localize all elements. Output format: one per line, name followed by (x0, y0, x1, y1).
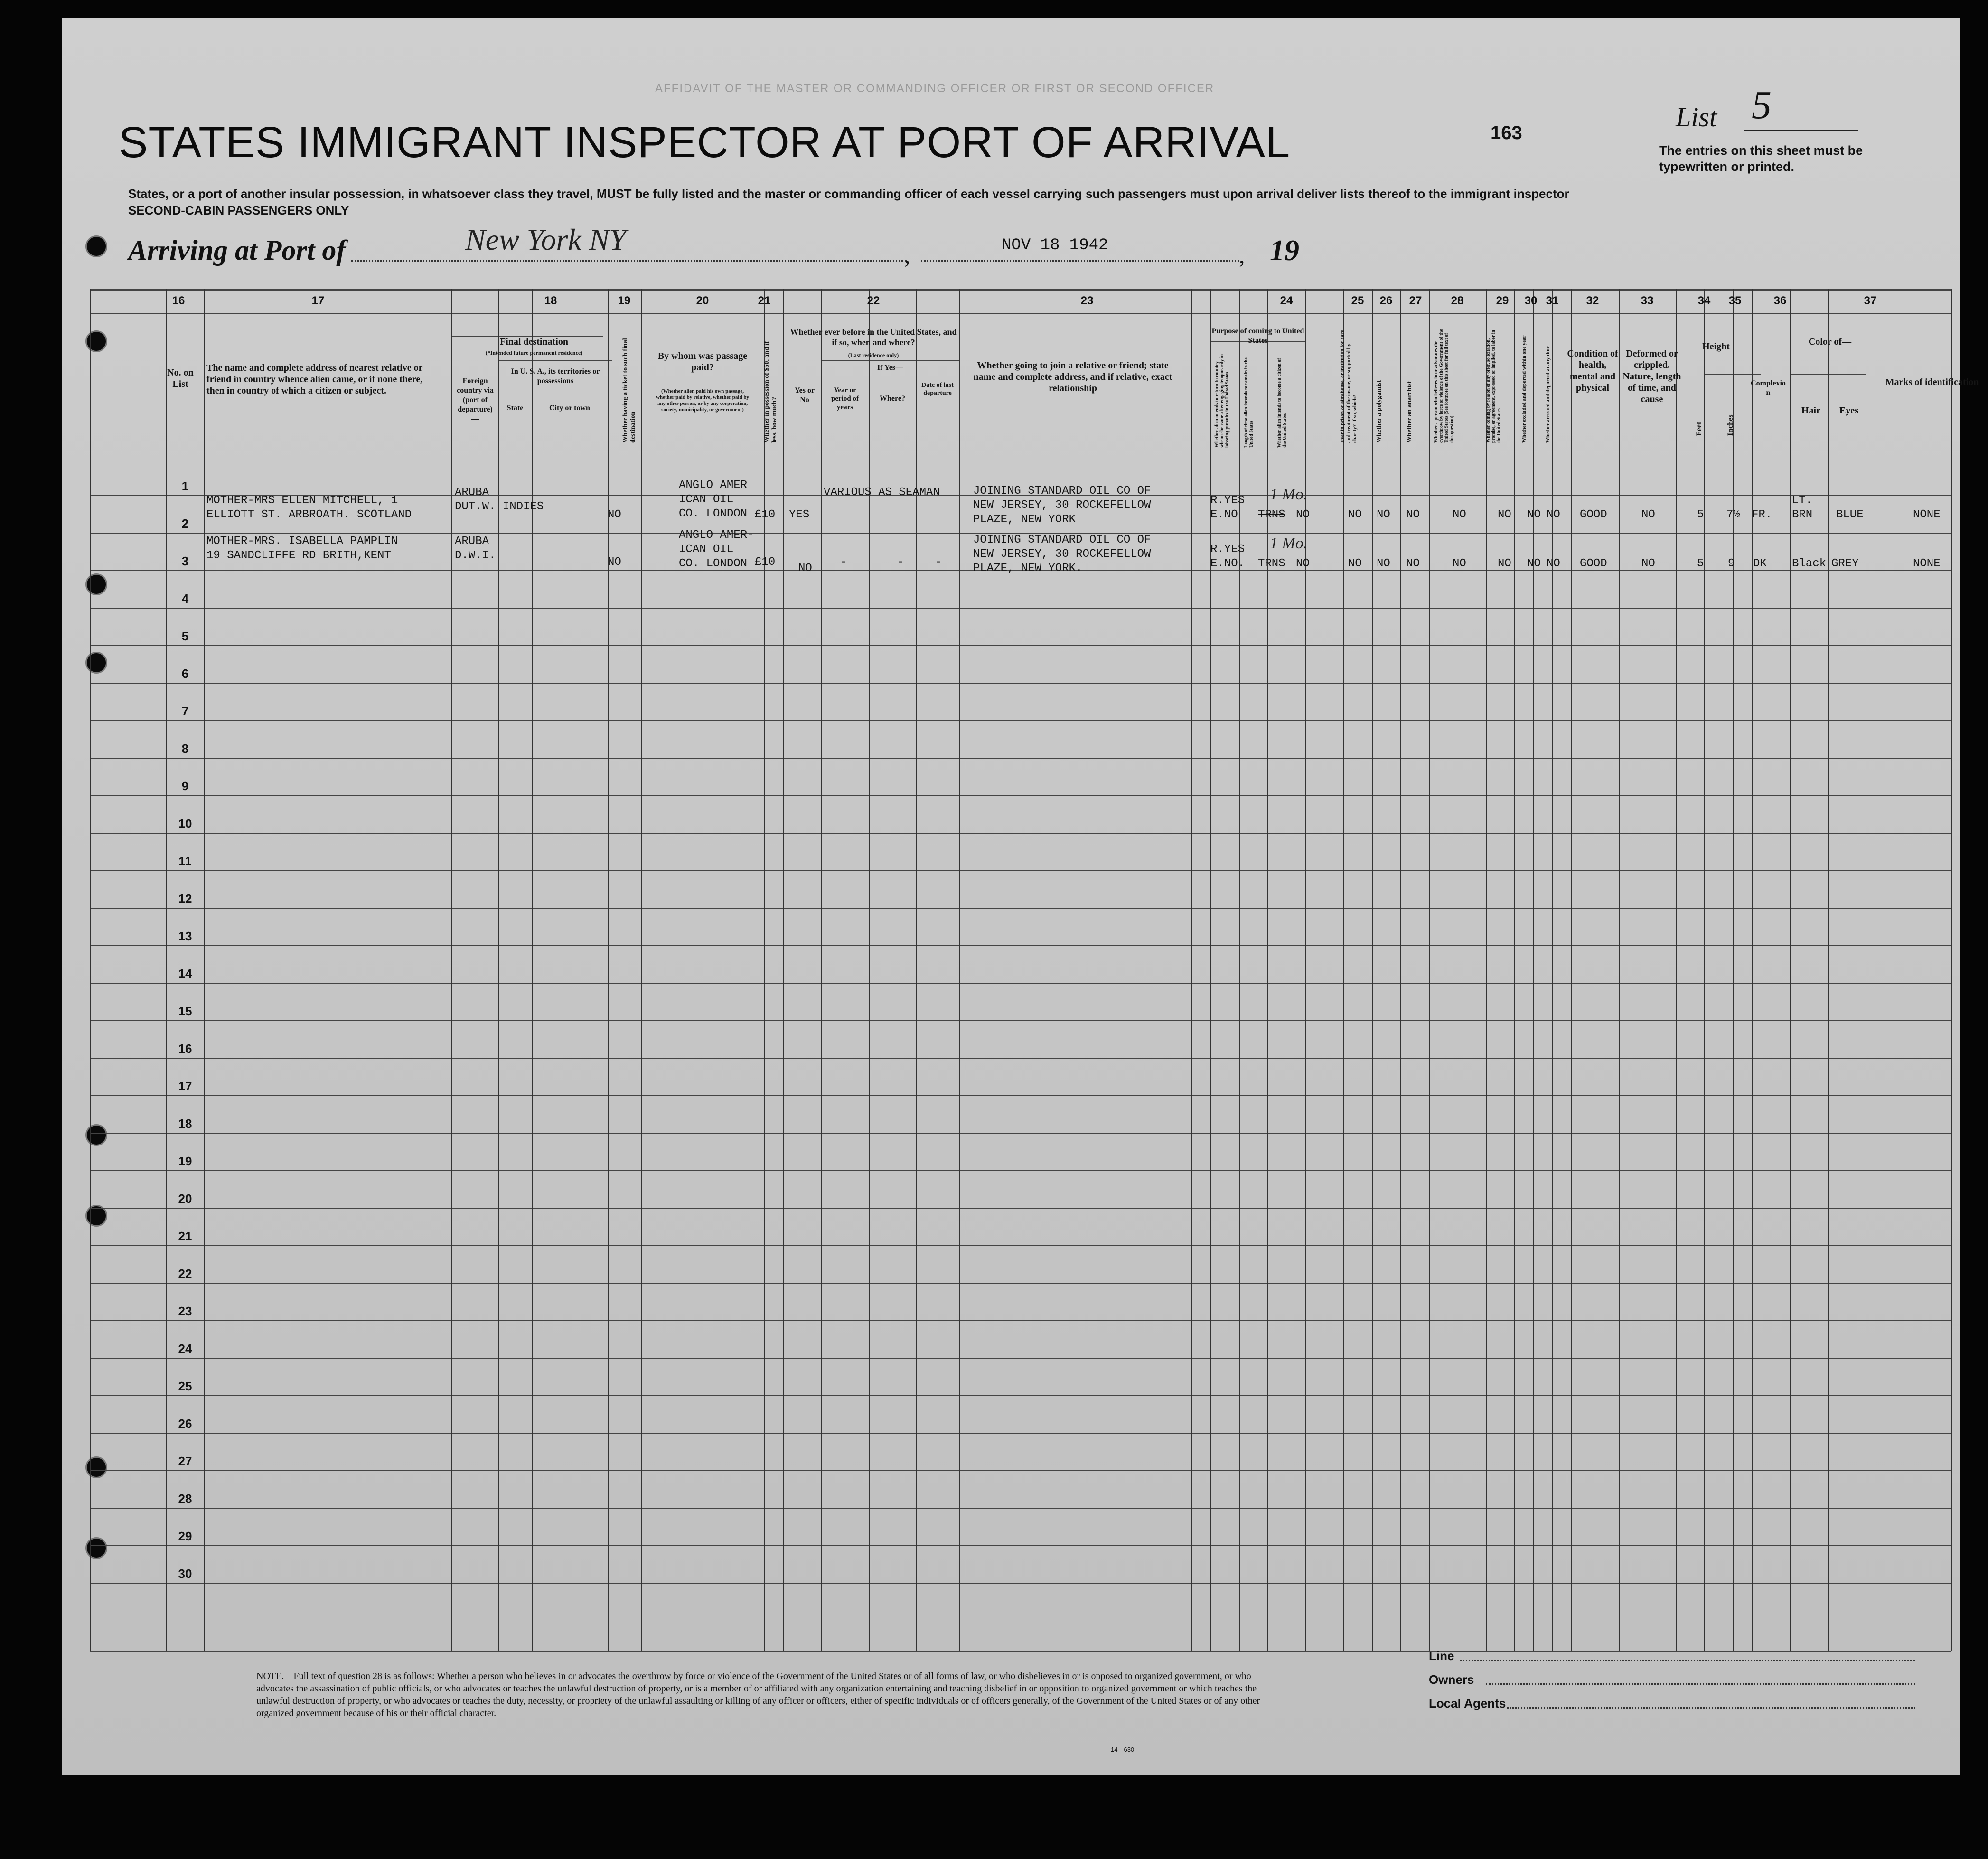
column-number: 22 (867, 294, 880, 307)
row-number: 26 (178, 1417, 192, 1431)
manifest-sheet (62, 18, 1979, 1774)
grid-vline (959, 289, 960, 1651)
header-marks: Marks of identification (1885, 377, 1979, 387)
row-number: 11 (178, 854, 192, 868)
agents-label: Local Agents (1429, 1696, 1506, 1710)
column-number: 33 (1641, 294, 1654, 307)
comma: , (904, 242, 910, 268)
cabin-class-line: SECOND-CABIN PASSENGERS ONLY (128, 203, 349, 217)
row1-joining-line3: PLAZE, NEW YORK (973, 513, 1076, 526)
header-height: Height (1702, 341, 1730, 352)
line-fill (1460, 1660, 1915, 1661)
header-deformed: Deformed or crippled. Nature, length of time, and cause (1622, 348, 1681, 404)
header-passage-paid: By whom was passage paid? (657, 351, 748, 373)
row-number: 2 (181, 516, 189, 531)
grid-hline (90, 870, 1951, 871)
header-purpose: Purpose of coming to United States (1211, 327, 1304, 345)
header-in-usa: In U. S. A., its territories or possessions (511, 367, 600, 385)
row2-foreign-line1: ARUBA (455, 535, 489, 548)
row1-foreign-line1: ARUBA (455, 486, 489, 499)
grid-hline (90, 795, 1951, 796)
header-no-on-list: No. on List (167, 367, 194, 389)
row-number: 20 (178, 1192, 192, 1206)
row2-marks: NONE (1913, 557, 1941, 570)
grid-hline (90, 313, 1951, 314)
row-number: 30 (178, 1567, 192, 1581)
header-labor-offer: Whether coming by reason of any offer, solicitation, promise, or agreement, expressed or implied, to labor in the United States (1486, 329, 1501, 443)
list-label: List (1676, 102, 1717, 132)
row-number: 22 (178, 1267, 192, 1281)
row2-before-where: - (897, 556, 904, 569)
form-code: 14—630 (1111, 1746, 1135, 1753)
row1-joining-line1: JOINING STANDARD OIL CO OF (973, 485, 1151, 498)
row-number: 17 (178, 1079, 192, 1093)
column-number: 32 (1586, 294, 1599, 307)
grid-vline (1267, 289, 1268, 1651)
grid-vline (532, 289, 533, 1651)
row-number: 13 (178, 929, 192, 943)
grid-vline (1552, 289, 1553, 1651)
column-number: 17 (311, 294, 325, 307)
row-number: 25 (178, 1379, 192, 1393)
grid-hline (90, 1245, 1951, 1246)
row1-before-yn: YES (789, 508, 810, 521)
header-eyes: Eyes (1839, 405, 1858, 416)
row2-paid-line1: ANGLO AMER- (679, 529, 754, 542)
header-complexion: Complexion (1751, 379, 1786, 397)
row2-complexion: DK (1753, 557, 1767, 570)
grid-vline (1486, 289, 1487, 1651)
footnote-question-28: NOTE.—Full text of question 28 is as follows: Whether a person who believes in or advocates the overthrow by force or violence of the Government of the United States or of all forms of law, or who disbelieves in or is opposed to organized government, or who advocates the assassination of public officials, or who advocates or teaches the unlawful destruction of property, or is a member of or affiliated with any organization entertaining and teaching disbelief in or opposition to organized government or which teaches the unlawful destruction of property, or who advocates or teaches the duty, necessity, or propriety of the unlawful assaulting or killing of any officer or officers, either of specific individuals or of officers generally, of the Government of the United States or of any other organized government because of his or their official character. (256, 1671, 1260, 1718)
grid-vline (1619, 289, 1620, 1651)
row2-hair: Black (1792, 557, 1827, 570)
row1-money: £10 (755, 508, 776, 521)
row-number: 23 (178, 1304, 192, 1318)
row1-paid-line1: ANGLO AMER (679, 479, 748, 492)
grid-hline (90, 720, 1951, 721)
row1-citizen: NO (1296, 508, 1310, 521)
grid-hline (90, 758, 1951, 759)
header-purpose-citizen: Whether alien intends to become a citizen of the United States (1277, 358, 1287, 448)
grid-vline (1400, 289, 1401, 1651)
row-number: 28 (178, 1492, 192, 1506)
header-ever-before-sub: (Last residence only) (848, 352, 899, 358)
grid-hline (90, 645, 1951, 646)
row2-citizen: NO (1296, 557, 1310, 570)
row-number: 9 (181, 779, 189, 793)
column-number: 16 (172, 294, 185, 307)
row2-purpose-e: E.NO. (1210, 557, 1245, 570)
column-number: 37 (1864, 294, 1877, 307)
grid-hline (90, 1395, 1951, 1396)
row2-length-struck: TRNS (1258, 557, 1285, 570)
grid-vline (1514, 289, 1515, 1651)
row1-c27: NO (1406, 508, 1420, 521)
row-number: 5 (181, 629, 189, 643)
grid-hline (90, 908, 1951, 909)
port-value: New York NY (465, 223, 627, 256)
row1-foreign-line2: DUT.W. INDIES (455, 500, 544, 513)
row2-purpose-return: R.YES (1210, 543, 1245, 556)
column-number: 26 (1379, 294, 1393, 307)
header-ticket: Whether having a ticket to such final destination (622, 338, 637, 443)
grid-vline (1239, 289, 1240, 1651)
grid-hline (90, 945, 1951, 946)
grid-vline (641, 289, 642, 1651)
faded-heading: AFFIDAVIT OF THE MASTER OR COMMANDING OFFICER OR FIRST OR SECOND OFFICER (655, 82, 1215, 95)
row2-relative-line2: 19 SANDCLIFFE RD BRITH,KENT (206, 549, 391, 562)
row2-joining-line1: JOINING STANDARD OIL CO OF (973, 534, 1151, 546)
row1-paid-line2: ICAN OIL (679, 493, 734, 506)
row-number: 7 (181, 704, 189, 718)
column-number: 35 (1728, 294, 1742, 307)
column-number: 34 (1697, 294, 1711, 307)
row1-ticket: NO (608, 508, 621, 521)
row2-before-date: - (935, 556, 942, 569)
row1-c31: NO (1547, 508, 1560, 521)
row2-relative-line1: MOTHER-MRS. ISABELLA PAMPLIN (206, 535, 398, 548)
grid-hline (90, 1545, 1951, 1546)
row2-c27: NO (1406, 557, 1420, 570)
grid-hline (90, 1283, 1951, 1284)
grid-vline (90, 289, 91, 1651)
row2-joining-line3: PLAZE, NEW YORK. (973, 562, 1083, 575)
row2-paid-line2: ICAN OIL (679, 543, 734, 556)
grid-hline (90, 1433, 1951, 1434)
grid-hline (90, 683, 1951, 684)
row2-feet: 5 (1697, 557, 1704, 570)
line-label: Line (1429, 1649, 1454, 1663)
grid-vline (1704, 289, 1705, 1651)
header-health: Condition of health, mental and physical (1567, 348, 1618, 393)
grid-hline (90, 1470, 1951, 1471)
grid-vline (1752, 289, 1753, 1651)
row2-c31: NO (1547, 557, 1560, 570)
grid-vline (1828, 289, 1829, 1651)
header-arrested: Whether arrested and deported at any time (1545, 346, 1551, 443)
header-money: Whether in possession of $50, and if less, how much? (763, 341, 778, 443)
grid-hline (90, 1358, 1951, 1359)
row1-joining-line2: NEW JERSEY, 30 ROCKEFELLOW (973, 499, 1151, 512)
row-number: 4 (181, 592, 189, 606)
column-number: 25 (1351, 294, 1364, 307)
grid-vline (1676, 289, 1677, 1651)
row-number: 8 (181, 742, 189, 756)
arriving-port-label: Arriving at Port of (128, 235, 346, 266)
column-number: 29 (1496, 294, 1509, 307)
row2-deformed: NO (1641, 557, 1655, 570)
row-number: 16 (178, 1042, 192, 1056)
header-final-destination: Final destination (500, 337, 568, 347)
row-number: 29 (178, 1529, 192, 1543)
grid-hline (90, 1651, 1951, 1652)
column-number: 30 (1524, 294, 1538, 307)
row1-length-struck: TRNS (1258, 508, 1285, 521)
grid-hline (90, 1020, 1951, 1021)
row1-marks: NONE (1913, 508, 1941, 521)
grid-hline (90, 1208, 1951, 1209)
grid-hline (90, 1095, 1951, 1096)
row1-c28: NO (1453, 508, 1466, 521)
grid-vline (1191, 289, 1192, 1651)
header-yes-no: Yes or No (794, 386, 815, 404)
header-state: State (506, 404, 524, 412)
header-hair: Hair (1801, 405, 1820, 416)
column-number: 18 (544, 294, 557, 307)
header-nearest-relative: The name and complete address of nearest relative or friend in country whence alien came, or if none there, then in country of which a citizen or subject. (206, 363, 423, 396)
grid-vline (783, 289, 784, 1651)
row2-foreign-line2: D.W.I. (455, 549, 496, 562)
column-number: 20 (696, 294, 709, 307)
row-number: 21 (178, 1229, 192, 1243)
agents-fill (1507, 1707, 1915, 1709)
grid-hline (90, 1508, 1951, 1509)
grid-vline (1571, 289, 1572, 1651)
row2-c26: NO (1377, 557, 1390, 570)
header-if-yes: If Yes— (877, 364, 903, 372)
header-foreign-country: Foreign country via (port of departure)— (457, 377, 494, 423)
row2-before-period: - (840, 556, 847, 569)
row1-health: GOOD (1580, 508, 1607, 521)
row1-before-period: VARIOUS AS SEAMAN (824, 486, 940, 499)
header-joining-relative: Whether going to join a relative or friend; state name and complete address, and if relative, exact relationship (973, 360, 1172, 394)
grid-hline (90, 1170, 1951, 1171)
column-number: 23 (1080, 294, 1094, 307)
owners-fill (1486, 1683, 1915, 1685)
instructions-line: States, or a port of another insular possession, in whatsoever class they travel, MUST be fully listed and the master or commanding officer of each vessel carrying such passengers must upon arrival deliver lists thereof to the immigrant inspector (128, 187, 1569, 201)
arrival-date-stamp: NOV 18 1942 (1002, 236, 1108, 254)
row-number: 3 (181, 554, 189, 568)
page-title: STATES IMMIGRANT INSPECTOR AT PORT OF ARRIVAL (119, 118, 1291, 167)
grid-vline (1210, 289, 1211, 1651)
owners-label: Owners (1429, 1672, 1474, 1687)
row-number: 10 (178, 817, 192, 831)
row1-c29: NO (1498, 508, 1511, 521)
grid-vline (821, 289, 822, 1651)
column-number: 24 (1280, 294, 1293, 307)
row1-c26: NO (1377, 508, 1390, 521)
row2-inches: 9 (1728, 557, 1735, 570)
row1-inches: 7½ (1726, 508, 1740, 521)
list-underline (1744, 130, 1858, 131)
passenger-table (90, 289, 1979, 1661)
row2-health: GOOD (1580, 557, 1607, 570)
column-number: 21 (758, 294, 771, 307)
row-number: 15 (178, 1004, 192, 1018)
row2-c29: NO (1498, 557, 1511, 570)
header-final-destination-sub: (*Intended future permanent residence) (485, 349, 583, 356)
grid-vline (1790, 289, 1791, 1651)
row-number: 19 (178, 1154, 192, 1168)
row1-complexion: FR. (1752, 508, 1772, 521)
row2-ticket: NO (608, 556, 621, 569)
grid-hline (90, 1583, 1951, 1584)
entries-note: The entries on this sheet must be typewritten or printed. (1659, 143, 1863, 174)
row1-purpose-return: R.YES (1210, 494, 1245, 507)
grid-hline (90, 289, 1951, 290)
grid-hline (498, 360, 612, 361)
row1-relative-line2: ELLIOTT ST. ARBROATH. SCOTLAND (206, 508, 412, 521)
grid-hline (90, 1058, 1951, 1059)
header-color-of: Color of— (1808, 337, 1852, 347)
row1-relative-line1: MOTHER-MRS ELLEN MITCHELL, 1 (206, 494, 398, 507)
header-purpose-return: Whether alien intends to return to country whence he came after engaging temporarily in laboring pursuits in the United States (1214, 354, 1230, 448)
grid-hline (90, 608, 1951, 609)
column-number: 27 (1409, 294, 1422, 307)
row1-c30: NO (1527, 508, 1541, 521)
header-overthrow: Whether a person who believes in or advocates the overthrow by force or violence of the Government of the United States (See footnote on this sheet for full text of this question) (1434, 329, 1454, 443)
row2-joining-line2: NEW JERSEY, 30 ROCKEFELLOW (973, 548, 1151, 561)
header-anarchist: Whether an anarchist (1406, 381, 1413, 443)
row1-purpose-e: E.NO (1210, 508, 1238, 521)
header-passage-paid-sub: (Whether alien paid his own passage, whether paid by relative, whether paid by any other person, or by any corporation, society, municipality, or government) (656, 388, 749, 413)
port-fill-line (351, 260, 907, 262)
grid-vline (1429, 289, 1430, 1651)
grid-hline (90, 1133, 1951, 1134)
grid-hline (90, 1320, 1951, 1321)
row2-before-yn: NO (798, 562, 812, 575)
grid-vline (498, 289, 499, 1651)
header-inches: Inches (1726, 414, 1735, 436)
row-number: 12 (178, 892, 192, 906)
row-number: 24 (178, 1342, 192, 1356)
column-number: 31 (1546, 294, 1559, 307)
row-number: 1 (181, 479, 189, 493)
row1-hair-line1: LT. (1792, 494, 1813, 507)
grid-vline (1951, 289, 1952, 1651)
header-purpose-length: Length of time alien intends to remain in the United States (1244, 357, 1254, 448)
header-feet: Feet (1695, 422, 1703, 436)
row2-money: £10 (755, 556, 776, 569)
row1-length-handwritten: 1 Mo. (1270, 486, 1308, 503)
grid-vline (451, 289, 452, 1651)
grid-vline (1533, 289, 1534, 1651)
header-city: City or town (549, 404, 590, 412)
date-fill-line (921, 260, 1239, 262)
row-number: 27 (178, 1454, 192, 1468)
row1-eyes: BLUE (1836, 508, 1864, 521)
grid-vline (764, 289, 765, 1651)
row2-c28: NO (1453, 557, 1466, 570)
row1-paid-line3: CO. LONDON (679, 507, 748, 520)
header-period: Year or period of years (831, 386, 859, 411)
grid-vline (1343, 289, 1344, 1651)
header-date-departure: Date of last departure (921, 382, 954, 397)
grid-vline (1733, 289, 1734, 1651)
grid-vline (1372, 289, 1373, 1651)
punch-hole (85, 235, 107, 257)
header-excluded: Whether excluded and deported within one year (1521, 335, 1527, 443)
row-number: 18 (178, 1117, 192, 1131)
row-number: 6 (181, 667, 189, 681)
column-number: 19 (618, 294, 631, 307)
grid-hline (90, 833, 1951, 834)
row1-hair-line2: BRN (1792, 508, 1813, 521)
header-ever-before: Whether ever before in the United States, and if so, when and where? (790, 327, 957, 347)
column-number: 36 (1773, 294, 1787, 307)
header-polygamist: Whether a polygamist (1376, 380, 1383, 443)
column-number: 28 (1451, 294, 1464, 307)
row2-c30: NO (1527, 557, 1541, 570)
row1-feet: 5 (1697, 508, 1704, 521)
list-number: 5 (1752, 83, 1772, 127)
row2-length-handwritten: 1 Mo. (1270, 535, 1308, 552)
header-where: Where? (880, 394, 905, 403)
row-number: 14 (178, 967, 192, 981)
row2-c25: NO (1348, 557, 1362, 570)
row2-eyes: GREY (1831, 557, 1859, 570)
header-prison: Ever in prison or almshouse, or institution for care and treatment of the insane, or supported by charity? If so, which? (1340, 330, 1358, 443)
grid-vline (608, 289, 609, 1651)
grid-hline (90, 290, 1951, 291)
row2-paid-line3: CO. LONDON (679, 557, 748, 570)
year-prefix: 19 (1270, 235, 1299, 267)
grid-hline (90, 983, 1951, 984)
row1-c25: NO (1348, 508, 1362, 521)
row1-deformed: NO (1641, 508, 1655, 521)
comma: , (1239, 242, 1245, 268)
sheet-number: 163 (1491, 122, 1522, 143)
